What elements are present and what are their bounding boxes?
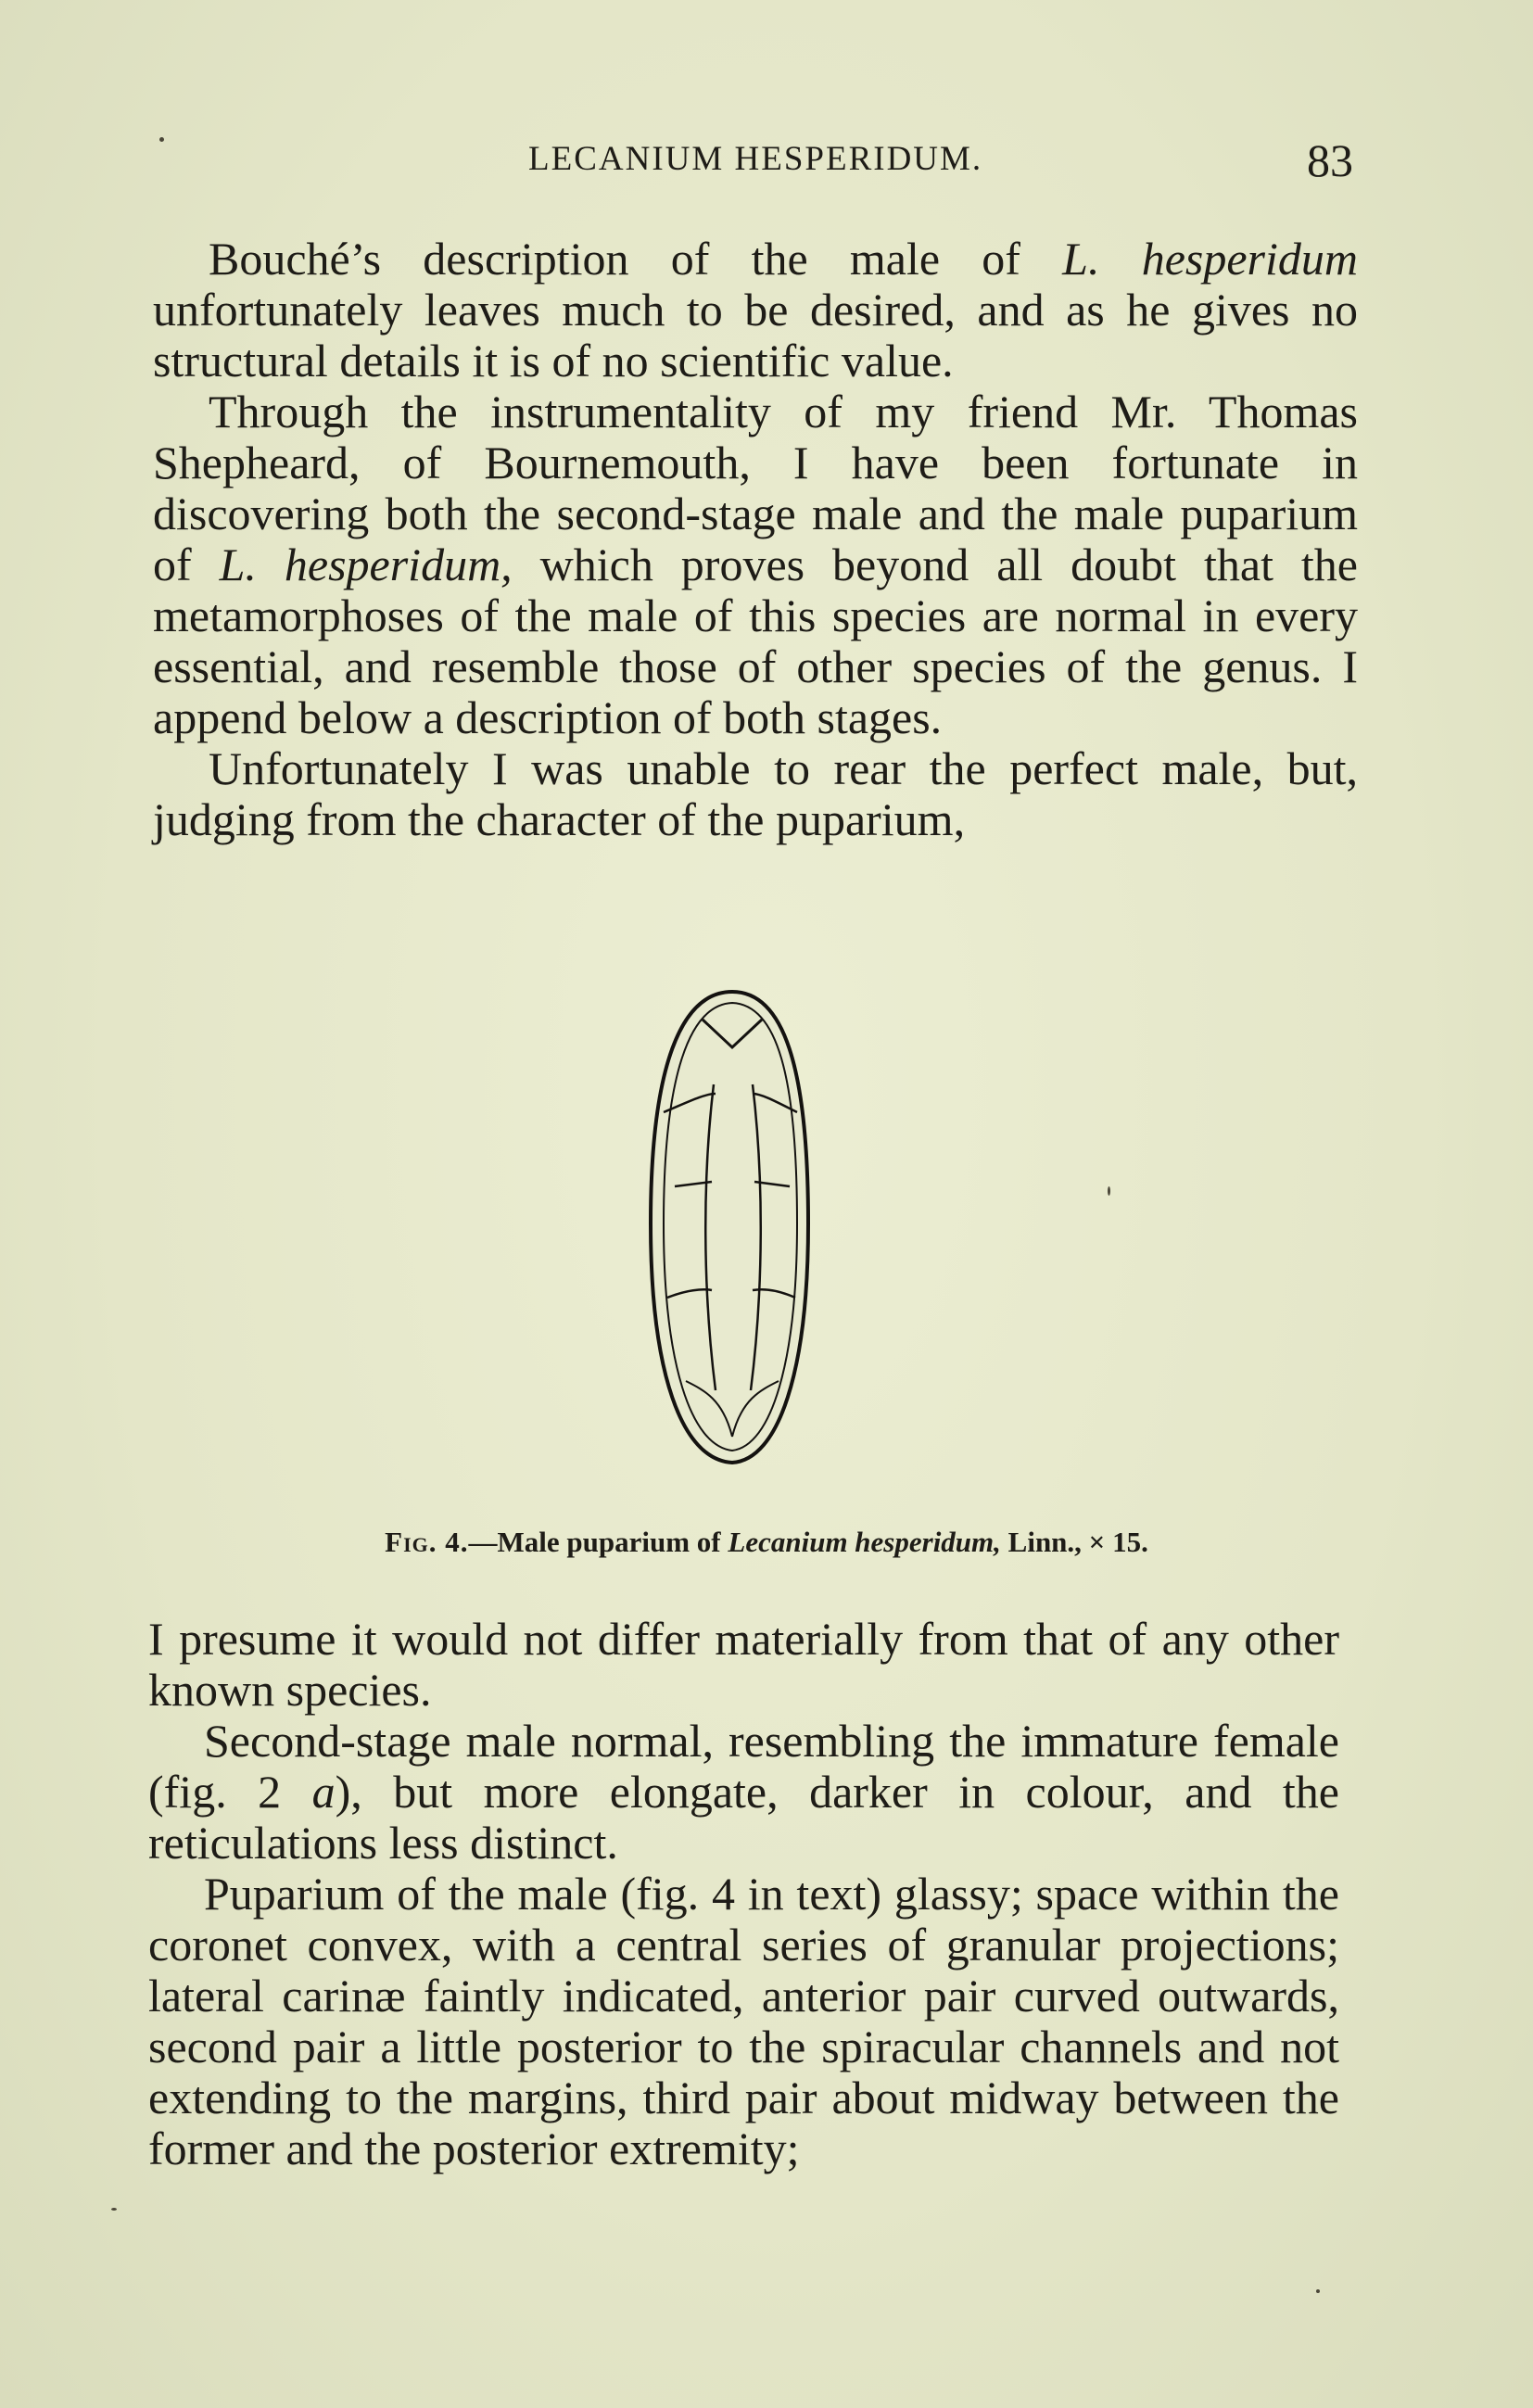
text-run: ), but more elongate, darker in colour, and the reticulations less distinct. [148,1766,1339,1869]
running-header [0,134,1533,195]
caption-tail: Linn., × 15. [1000,1526,1148,1558]
running-title: LECANIUM HESPERIDUM. [528,140,983,178]
paragraph [148,1716,1339,1869]
text-run: Unfortunately I was unable to rear the perfect male, but, judging from the character of the puparium, [153,742,1358,845]
paper-speck [1108,1186,1110,1196]
italic-run: L. hesperidum, [219,539,513,590]
figure-label: Fig. 4. [385,1526,469,1558]
paper-speck [111,2208,117,2211]
paragraph [153,387,1358,743]
text-run: I presume it would not differ materially from that of any other known species. [148,1613,1339,1716]
text-run: Through the instrumentality of my friend Mr. Thomas Shepheard, of Bournemouth, I have been fortunate in discovering both the second-stage male and the male puparium of [153,386,1358,590]
caption-lead: —Male puparium of [468,1526,728,1558]
puparium-engraving [593,955,890,1502]
italic-run: a [311,1766,336,1818]
paragraph [148,1614,1339,1716]
figure-caption [0,1526,1533,1559]
paragraph [148,1869,1339,2174]
paper-speck [1316,2289,1320,2293]
puparium-outline [651,992,808,1463]
text-run: Puparium of the male (fig. 4 in text) glassy; space within the coronet convex, with a central series of granular projections; lateral carinæ faintly indicated, anterior pair curved outwards, second pair a little posterior to the spiracular channels and not extending to the margins, third pair about midway between the former and the posterior extremity; [148,1868,1339,2174]
caption-species: Lecanium hesperidum, [728,1526,1001,1558]
paper-speck [159,137,164,142]
text-run: Bouché’s description of the male of [209,233,1063,285]
page-number: 83 [1307,134,1353,186]
body-text-bottom [148,1614,1339,2174]
italic-run: L. hesperidum [1062,233,1359,285]
text-run: unfortunately leaves much to be desired, and as he gives no structural details it is of no scientific value. [153,284,1358,387]
paragraph [153,743,1358,845]
text-run: Second-stage male normal, resembling the immature female (fig. 2 [148,1715,1339,1818]
paragraph [153,234,1358,387]
body-text-top [153,234,1358,845]
text-run: which proves beyond all doubt that the metamorphoses of the male of this species are normal in every essential, and resemble those of other species of the genus. I append below a description of both stages. [153,539,1358,743]
figure-illustration [593,955,890,1502]
